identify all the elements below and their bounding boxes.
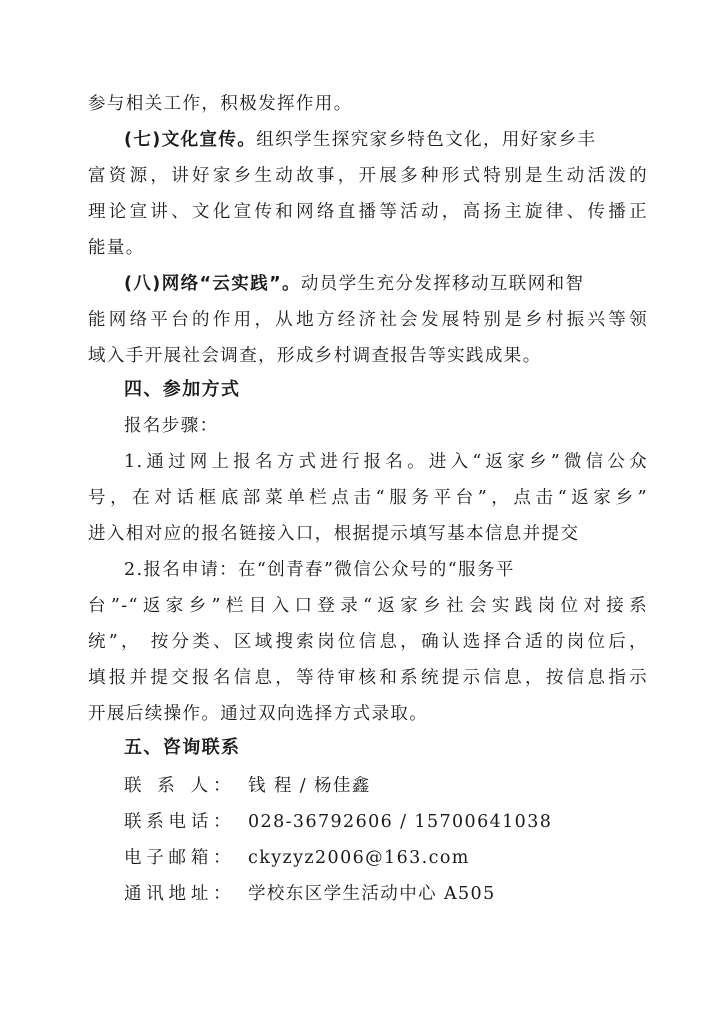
item-title-cloud-practice: (八)网络“云实践”。 (124, 274, 301, 294)
contact-person-row (124, 768, 648, 804)
email-row (124, 840, 648, 876)
phone-label: 联系电话： (124, 812, 232, 832)
phone-row (124, 804, 648, 840)
address-label: 通讯地址： (124, 884, 232, 904)
paragraph-cloud-practice (124, 266, 648, 302)
email-value: ckyzyz2006@163.com (248, 848, 470, 868)
address-row (124, 876, 648, 912)
paragraph-line: 参与相关工作，积极发挥作用。 (88, 94, 353, 114)
paragraph-text: 组织学生探究家乡特色文化，用好家乡丰 (256, 130, 597, 150)
address-value: 学校东区学生活动中心 A505 (248, 884, 496, 904)
step-2-line: 开展后续操作。通过双向选择方式录取。 (88, 704, 429, 724)
paragraph-text: 动员学生充分发挥移动互联网和智 (300, 274, 585, 294)
email-label: 电子邮箱： (124, 848, 232, 868)
section-heading-contact: 五、咨询联系 (124, 737, 241, 758)
phone-value: 028-36792606 / 15700641038 (248, 812, 553, 832)
steps-label: 报名步骤： (124, 416, 219, 436)
paragraph-line: 能网络平台的作用，从地方经济社会发展特别是乡村振兴等领 (88, 310, 648, 330)
step-2-line: 填报并提交报名信息，等待审核和系统提示信息，按信息指示 (88, 668, 648, 688)
step-2-line: 2.报名申请：在“创青春”微信公众号的“服务平 (124, 560, 515, 580)
item-title-culture: (七)文化宣传。 (124, 130, 257, 150)
step-2-line: 统”， 按分类、区域搜索岗位信息，确认选择合适的岗位后， (88, 632, 648, 652)
step-1-line: 号，在对话框底部菜单栏点击“服务平台”，点击“返家乡” (88, 488, 648, 508)
paragraph-line: 能量。 (88, 238, 145, 258)
step-1-line: 1.通过网上报名方式进行报名。进入“返家乡”微信公众 (124, 452, 648, 472)
step-1-line: 进入相对应的报名链接入口，根据提示填写基本信息并提交 (88, 524, 580, 544)
step-2-line: 台”-“返家乡”栏目入口登录“返家乡社会实践岗位对接系 (88, 596, 648, 616)
paragraph-culture (124, 122, 648, 158)
section-heading-participation: 四、参加方式 (124, 379, 241, 400)
paragraph-line: 域入手开展社会调查，形成乡村调查报告等实践成果。 (88, 346, 542, 366)
contact-person-label: 联 系 人： (124, 776, 232, 796)
contact-person-value: 钱 程 / 杨佳鑫 (248, 776, 371, 796)
paragraph-line: 理论宣讲、文化宣传和网络直播等活动，高扬主旋律、传播正 (88, 202, 648, 222)
paragraph-line: 富资源，讲好家乡生动故事，开展多种形式特别是生动活泼的 (88, 166, 648, 186)
